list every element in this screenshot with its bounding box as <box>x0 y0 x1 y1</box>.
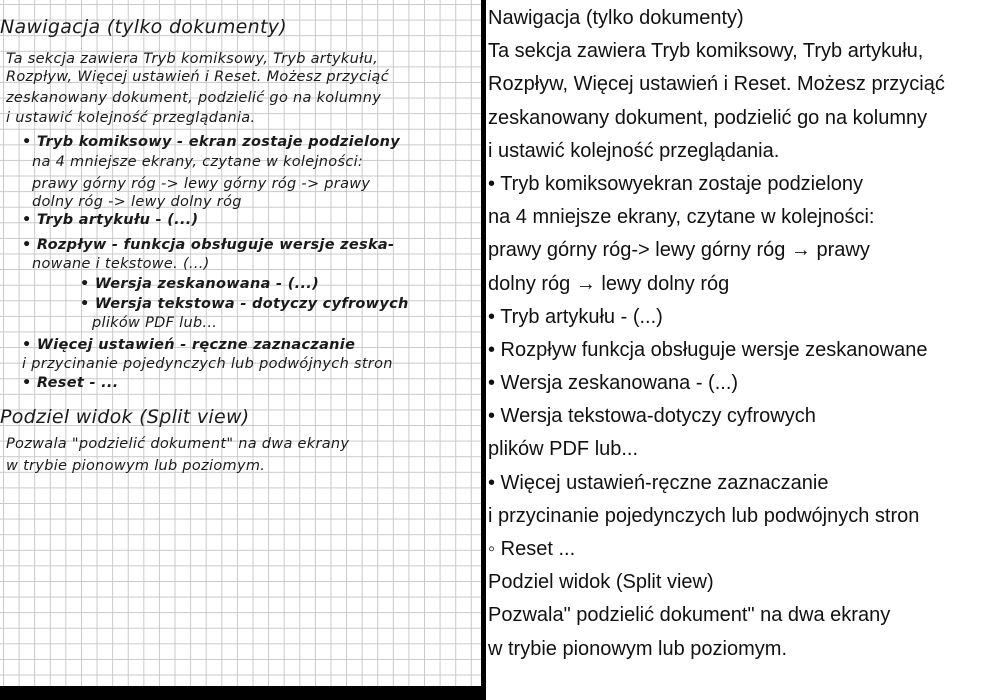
text-line: w trybie pionowym lub poziomym. <box>488 637 787 660</box>
text-line: • Tryb komiksowyekran zostaje podzielony <box>488 172 863 195</box>
handwritten-line: • Wersja tekstowa - dotyczy cyfrowych <box>80 296 409 312</box>
handwritten-line: • Tryb komiksowy - ekran zostaje podzielony <box>22 134 400 150</box>
text-line: ◦ Reset ... <box>488 538 576 560</box>
handwritten-line: plików PDF lub... <box>92 315 218 331</box>
text-line: • Więcej ustawień-ręczne zaznaczanie <box>488 471 829 494</box>
handwritten-line: w trybie pionowym lub poziomym. <box>6 458 266 474</box>
recognized-text <box>488 2 945 666</box>
handwritten-line: • Rozpływ - funkcja obsługuje wersje zeska- <box>22 237 395 253</box>
text-line: na 4 mniejsze ekrany, czytane w kolejności: <box>488 206 875 229</box>
handwritten-line: zeskanowany dokument, podzielić go na kolumny <box>6 90 382 106</box>
handwritten-line: dolny róg -> lewy dolny róg <box>32 194 242 210</box>
text-line: i ustawić kolejność przeglądania. <box>488 139 780 162</box>
text-line: plików PDF lub... <box>488 438 639 461</box>
text-line: prawy górny róg-> lewy górny róg → prawy <box>488 239 870 262</box>
handwritten-line: • Wersja zeskanowana - (...) <box>80 276 319 292</box>
text-line: Rozpływ, Więcej ustawień i Reset. Możesz przyciąć <box>488 73 945 96</box>
text-line: • Wersja tekstowa-dotyczy cyfrowych <box>488 405 816 428</box>
text-line: Ta sekcja zawiera Tryb komiksowy, Tryb artykułu, <box>488 40 924 63</box>
handwritten-line: i ustawić kolejność przeglądania. <box>6 110 256 126</box>
text-line: dolny róg → lewy dolny róg <box>488 272 730 295</box>
handwritten-line: na 4 mniejsze ekrany, czytane w kolejności: <box>32 154 364 170</box>
handwritten-notes-page[interactable] <box>0 0 481 686</box>
text-line: • Tryb artykułu - (...) <box>488 305 663 328</box>
text-line: • Wersja zeskanowana - (...) <box>488 372 739 395</box>
handwritten-line: • Tryb artykułu - (...) <box>22 212 199 228</box>
text-line: • Rozpływ funkcja obsługuje wersje zeskanowane <box>488 338 928 361</box>
handwritten-line: Ta sekcja zawiera Tryb komiksowy, Tryb artykułu, <box>6 51 378 67</box>
handwritten-line: • Więcej ustawień - ręczne zaznaczanie <box>22 337 356 353</box>
handwritten-line: Pozwala "podzielić dokument" na dwa ekrany <box>6 436 350 452</box>
handwritten-line: • Reset - ... <box>22 375 119 391</box>
handwritten-text <box>0 0 481 686</box>
text-line: zeskanowany dokument, podzielić go na kolumny <box>488 106 928 129</box>
handwritten-line: prawy górny róg -> lewy górny róg -> prawy <box>32 176 371 192</box>
handwritten-title: Nawigacja (tylko dokumenty) <box>0 16 288 38</box>
recognized-text-page[interactable] <box>486 0 1000 700</box>
handwritten-line: nowane i tekstowe. (...) <box>32 256 210 272</box>
text-line: Pozwala" podzielić dokument" na dwa ekrany <box>488 604 891 627</box>
text-line: Podziel widok (Split view) <box>488 571 714 594</box>
handwritten-heading: Podziel widok (Split view) <box>0 406 250 428</box>
bottom-edge <box>0 686 481 700</box>
text-line: Nawigacja (tylko dokumenty) <box>488 7 744 29</box>
handwritten-line: i przycinanie pojedynczych lub podwójnych stron <box>22 356 393 372</box>
handwritten-line: Rozpływ, Więcej ustawień i Reset. Możesz przyciąć <box>6 69 390 85</box>
text-line: i przycinanie pojedynczych lub podwójnych stron <box>488 504 920 527</box>
